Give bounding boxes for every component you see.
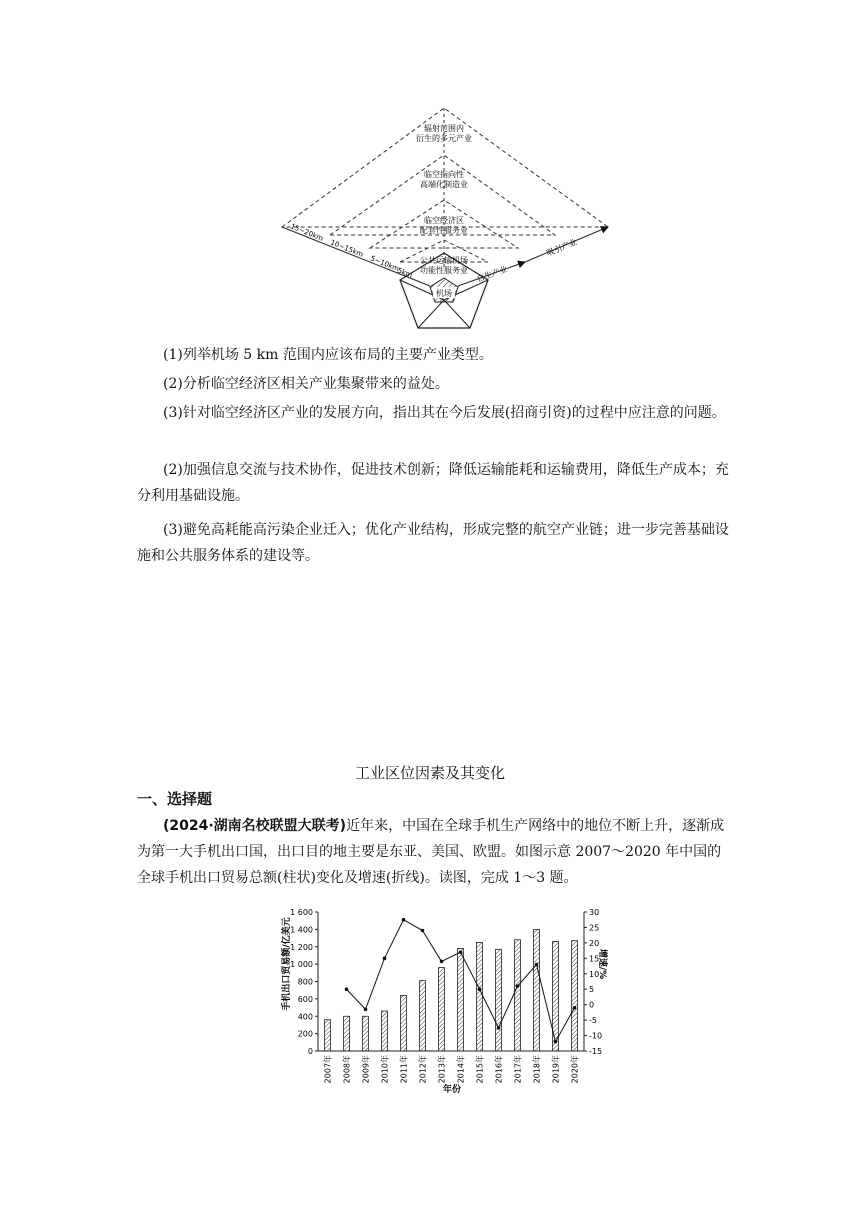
distance-label-3: 5~10km [369,254,401,274]
svg-text:衍生的多元产业: 衍生的多元产业 [416,134,472,143]
bar [420,981,426,1051]
x-tick-label: 2008年 [342,1055,352,1084]
svg-text:临空经济区: 临空经济区 [424,216,464,225]
x-tick-label: 2007年 [323,1055,333,1084]
svg-text:配套性服务业: 配套性服务业 [420,226,468,235]
y2-tick-label: -10 [589,1031,603,1041]
section-heading: 一、选择题 [137,790,213,808]
growth-point [573,1006,577,1010]
svg-text:功能性服务业: 功能性服务业 [420,266,468,275]
y2-tick-label: 10 [589,969,600,979]
bar [382,1011,388,1051]
growth-point [516,984,520,988]
growth-point [459,950,463,954]
bar [363,1016,369,1051]
intro-source: (2024·湖南名校联盟大联考) [163,818,347,834]
growth-point [364,1008,368,1012]
arrow-outer-label: 吸引产业 [545,237,579,258]
growth-point [554,1040,558,1044]
growth-point [478,987,482,991]
y2-tick-label: -15 [589,1047,603,1056]
section-title: 工业区位因素及其变化 [354,764,505,782]
answer-3: (3)避免高耗能高污染企业迁入；优化产业结构，形成完整的航空产业链；进一步完善基础设施和公共服务体系的建设等。 [137,522,729,564]
x-tick-label: 2011年 [399,1055,409,1084]
svg-text:临空指向性: 临空指向性 [424,170,464,179]
growth-point [345,987,349,991]
x-tick-label: 2010年 [380,1055,390,1084]
bar [325,1020,331,1051]
x-tick-label: 2016年 [494,1055,504,1084]
y2-tick-label: 15 [589,954,600,964]
svg-text:高端化制造业: 高端化制造业 [420,180,468,189]
y2-tick-label: -5 [589,1016,597,1026]
bar [458,948,464,1051]
y-tick-label: 200 [297,1029,313,1039]
bar [477,942,483,1051]
arrow-inner-label: 自生产业 [475,264,509,284]
y-tick-label: 400 [297,1012,313,1022]
intro-text: 近年来，中国在全球手机生产网络中的地位不断上升，逐渐成为第一大手机出口国，出口目的地主要是东亚、美国、欧盟。如图示意 2007～2020 年中国的全球手机出口贸易总额(柱状)变化及增速(折线)。读图，完成 1～3 题。 [137,818,725,886]
y-tick-label: 600 [297,994,313,1004]
distance-label-1: 15~20km [289,222,325,243]
x-tick-label: 2012年 [418,1055,428,1084]
bar [515,940,521,1051]
intro-paragraph [137,813,735,891]
airport-zone-diagram [0,0,860,335]
phone-export-chart [0,898,860,1098]
y-tick-label: 800 [297,977,313,987]
growth-point [421,929,425,933]
bar [534,929,540,1051]
growth-point [440,960,444,964]
bar [572,941,578,1051]
y2-tick-label: 0 [589,1000,595,1010]
y-axis-label: 手机出口贸易额/亿美元 [282,917,292,1011]
y2-tick-label: 5 [589,985,595,995]
y2-tick-label: 30 [589,908,600,917]
y2-tick-label: 20 [589,938,600,948]
y2-axis-label: 增速/% [597,948,607,980]
y-tick-label: 1 600 [290,908,313,917]
bar [439,968,445,1051]
x-tick-label: 2017年 [513,1055,523,1084]
question-2: (2)分析临空经济区相关产业集聚带来的益处。 [163,376,449,392]
zone-label-2 [420,169,468,189]
x-tick-label: 2019年 [551,1055,561,1084]
growth-point [497,1026,501,1030]
growth-point [535,963,539,967]
answer-2: (2)加强信息交流与技术协作，促进技术创新；降低运输能耗和运输费用，降低生产成本；充分利用基础设施。 [137,462,729,504]
growth-point [383,957,387,961]
airport-label: 机场 [436,289,452,298]
growth-point [402,918,406,922]
question-1: (1)列举机场 5 km 范围内应该布局的主要产业类型。 [163,347,493,363]
y-tick-label: 1 200 [290,942,313,952]
y2-tick-label: 25 [589,923,600,933]
distance-label-4: 5km [396,266,414,280]
x-tick-label: 2015年 [475,1055,485,1084]
x-tick-label: 2009年 [361,1055,371,1084]
x-tick-label: 2013年 [437,1055,447,1084]
x-tick-label: 2020年 [570,1055,580,1084]
x-axis-label: 年份 [442,1085,462,1095]
bar [496,949,502,1051]
distance-label-2: 10~15km [329,238,365,259]
svg-text:公共运输机场: 公共运输机场 [420,256,468,265]
y-tick-label: 1 000 [290,960,313,970]
bar [401,995,407,1051]
y-tick-label: 0 [307,1047,313,1056]
bar [344,1016,350,1051]
x-tick-label: 2018年 [532,1055,542,1084]
svg-text:辐射范围内: 辐射范围内 [424,124,464,133]
question-3: (3)针对临空经济区产业的发展方向，指出其在今后发展(招商引资)的过程中应注意的问题。 [163,405,726,421]
x-tick-label: 2014年 [456,1055,466,1084]
y-tick-label: 1 400 [290,925,313,935]
